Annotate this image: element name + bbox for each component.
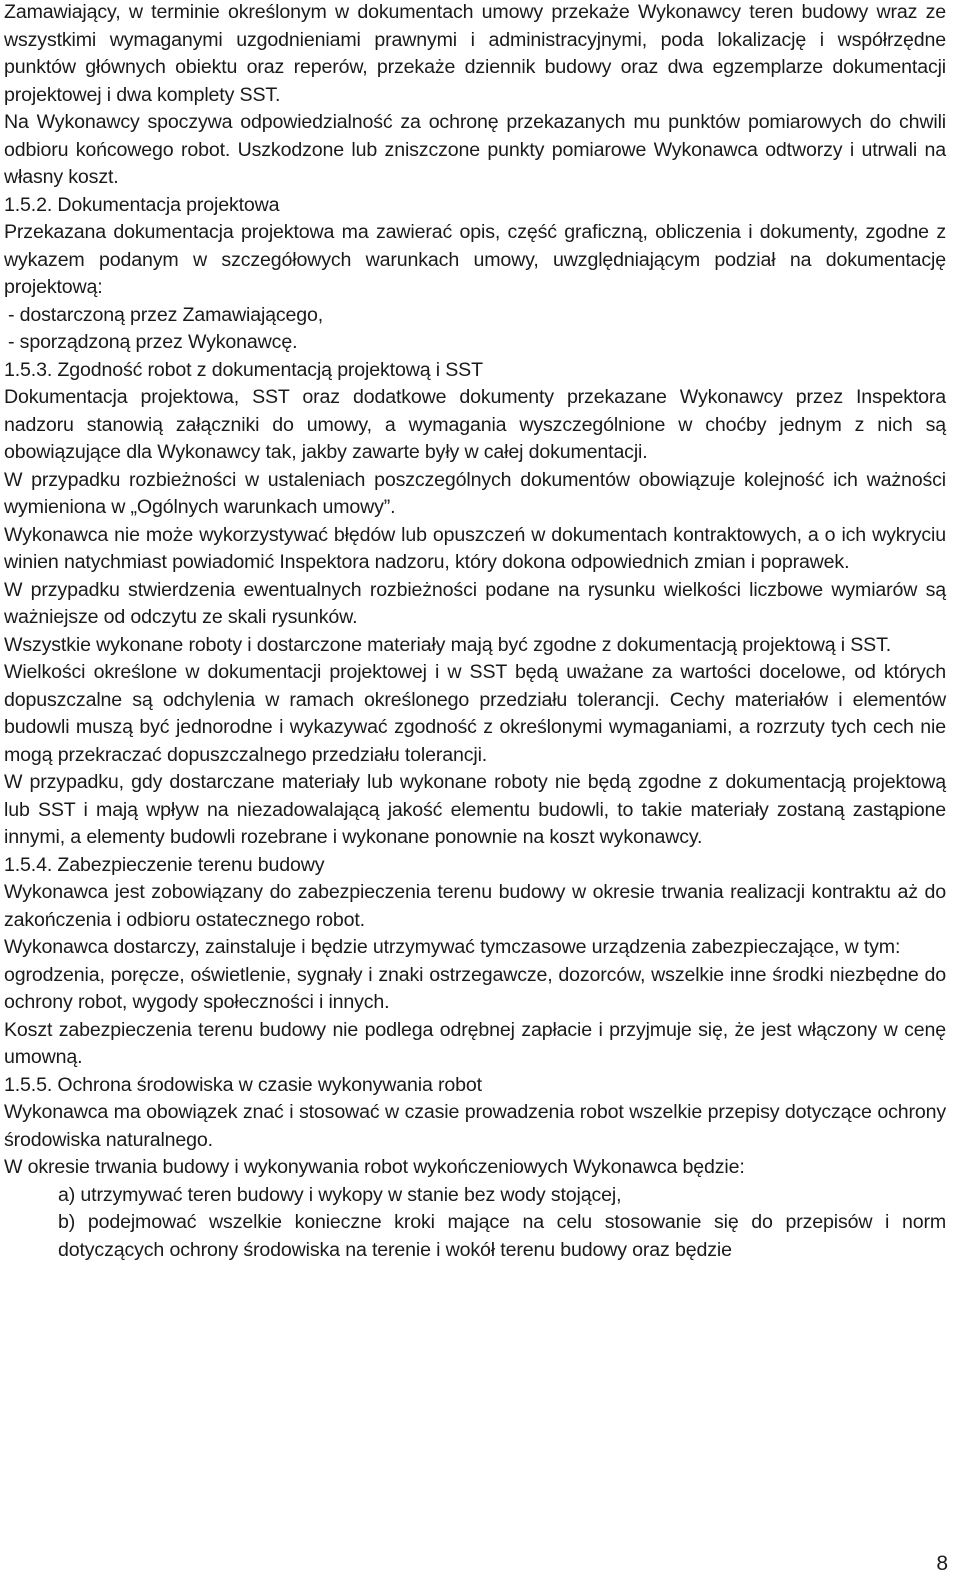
- list-item: - sporządzoną przez Wykonawcę.: [8, 331, 298, 353]
- sub-item-b: b) podejmować wszelkie konieczne kroki mające na celu stosowanie się do przepisów i norm dotyczących ochrony środowiska na terenie i wokół terenu budowy oraz będzie: [58, 1211, 946, 1261]
- paragraph-site-protection: Wykonawca jest zobowiązany do zabezpieczenia terenu budowy w okresie trwania realizacji kontraktu aż do zakończenia i odbioru ostatecznego robot.: [4, 881, 946, 931]
- paragraph-site-handover: Zamawiający, w terminie określonym w dokumentach umowy przekaże Wykonawcy teren budowy wraz ze wszystkimi wymaganymi uzgodnieniami prawnymi i administracyjnymi, poda lokalizację i współrzędne punktów głównych obiektu oraz reperów, przekaże dziennik budowy oraz dwa egzemplarze dokumentacji projektowej i dwa komplety SST.: [4, 1, 946, 106]
- paragraph-temporary-devices: Wykonawca dostarczy, zainstaluje i będzie utrzymywać tymczasowe urządzenia zabezpieczające, w tym:: [4, 936, 901, 958]
- sub-item-a: a) utrzymywać teren budowy i wykopy w stanie bez wody stojącej,: [58, 1183, 622, 1206]
- paragraph-design-documentation: Przekazana dokumentacja projektowa ma zawierać opis, część graficzną, obliczenia i dokumenty, zgodne z wykazem podanym w szczegółowych warunkach umowy, uwzględniającym podział na dokumentację projektową:: [4, 221, 946, 298]
- paragraph-protection-cost: Koszt zabezpieczenia terenu budowy nie podlega odrębnej zapłacie i przyjmuje się, że jest włączony w cenę umowną.: [4, 1018, 946, 1068]
- paragraph-attachments: Dokumentacja projektowa, SST oraz dodatkowe dokumenty przekazane Wykonawcy przez Inspektora nadzoru stanowią załączniki do umowy, a wymagania wyszczególnione w choćby jednym z nich są obowiązujące dla Wykonawcy tak, jakby zawarte były w całej dokumentacji.: [4, 386, 946, 463]
- paragraph-environment-rules: Wykonawca ma obowiązek znać i stosować w czasie prowadzenia robot wszelkie przepisy dotyczące ochrony środowiska naturalnego.: [4, 1101, 946, 1151]
- paragraph-during-construction: W okresie trwania budowy i wykonywania robot wykończeniowych Wykonawca będzie:: [4, 1156, 745, 1178]
- paragraph-dimensions: W przypadku stwierdzenia ewentualnych rozbieżności podane na rysunku wielkości liczbowe wymiarów są ważniejsze od odczytu ze skali rysunków.: [4, 578, 946, 628]
- paragraph-tolerances: Wielkości określone w dokumentacji projektowej i w SST będą uważane za wartości docelowe, od których dopuszczalne są odchylenia w ramach określonego przedziału tolerancji. Cechy materiałów i elementów budowli muszą być jednorodne i wykazywać zgodność z określonymi wymaganiami, a rozrzuty tych cech nie mogą przekraczać dopuszczalnego przedziału tolerancji.: [4, 661, 946, 766]
- document-body: [4, 0, 946, 1264]
- paragraph-measurement-points: Na Wykonawcy spoczywa odpowiedzialność za ochronę przekazanych mu punktów pomiarowych do chwili odbioru końcowego robot. Uszkodzone lub zniszczone punkty pomiarowe Wykonawca odtworzy i utrwali na własny koszt.: [4, 111, 946, 188]
- paragraph-errors: Wykonawca nie może wykorzystywać błędów lub opuszczeń w dokumentach kontraktowych, a o ich wykryciu winien natychmiast powiadomić Inspektora nadzoru, który dokona odpowiednich zmian i poprawek.: [4, 523, 946, 573]
- section-heading-1-5-2: 1.5.2. Dokumentacja projektowa: [4, 193, 280, 216]
- page-number: 8: [936, 1552, 948, 1575]
- section-heading-1-5-5: 1.5.5. Ochrona środowiska w czasie wykonywania robot: [4, 1073, 482, 1096]
- paragraph-compliance: Wszystkie wykonane roboty i dostarczone materiały mają być zgodne z dokumentacją projektową i SST.: [4, 633, 892, 656]
- section-heading-1-5-4: 1.5.4. Zabezpieczenie terenu budowy: [4, 853, 325, 876]
- paragraph-nonconformity: W przypadku, gdy dostarczane materiały lub wykonane roboty nie będą zgodne z dokumentacją projektową lub SST i mają wpływ na niezadowalającą jakość elementu budowli, to takie materiały zostaną zastąpione innymi, a elementy budowli rozebrane i wykonane ponownie na koszt wykonawcy.: [4, 771, 946, 848]
- list-item: - dostarczoną przez Zamawiającego,: [8, 303, 324, 326]
- paragraph-fencing: ogrodzenia, poręcze, oświetlenie, sygnały i znaki ostrzegawcze, dozorców, wszelkie inne środki niezbędne do ochrony robot, wygody społeczności i innych.: [4, 963, 946, 1013]
- section-heading-1-5-3: 1.5.3. Zgodność robot z dokumentacją projektową i SST: [4, 358, 483, 381]
- paragraph-discrepancies: W przypadku rozbieżności w ustaleniach poszczególnych dokumentów obowiązuje kolejność ich ważności wymieniona w „Ogólnych warunkach umowy”.: [4, 468, 946, 518]
